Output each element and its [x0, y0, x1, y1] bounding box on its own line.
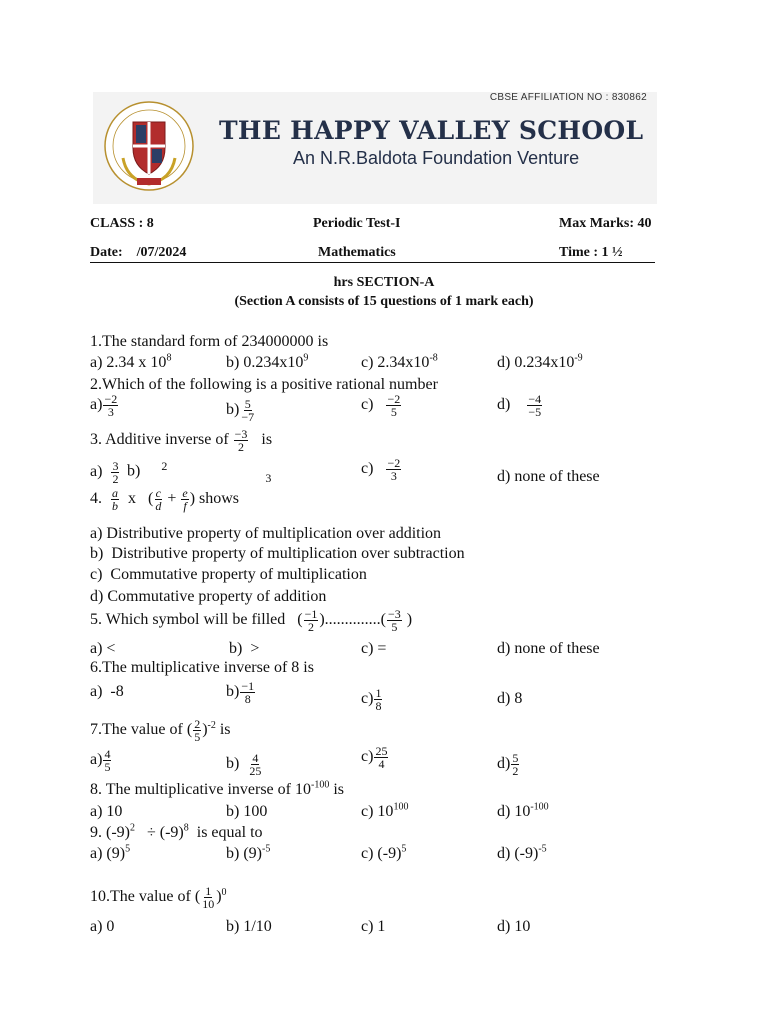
q5-option-c: c) =: [361, 640, 387, 657]
affiliation-number: CBSE AFFILIATION NO : 830862: [489, 92, 647, 103]
q1-option-c: c) $2.34x10^{-8}$: [361, 352, 438, 371]
q10-stem: 10.The value of ( $\frac{1}{10}$ )$^0$: [90, 884, 227, 911]
school-name: THE HAPPY VALLEY SCHOOL: [219, 116, 644, 145]
q10-option-d: d) 10: [497, 918, 531, 935]
q9-option-b: b) $(9)^{-5}$: [226, 843, 271, 862]
q3-option-c: c) $\frac{-2}{3}$: [361, 456, 401, 483]
q2-option-d: d) $\frac{-4}{-5}$: [497, 392, 542, 419]
q2-option-c: c) $\frac{-2}{5}$: [361, 392, 401, 419]
q9-stem: 9. $(-9)^2$ ÷ $(-9)^8$ is equal to: [90, 822, 263, 841]
school-crest-logo: [97, 98, 205, 198]
q5-stem: 5. Which symbol will be filled ( $\frac{-1}{2}$ )..............( $\frac{-3}{5}$ ): [90, 607, 413, 634]
q7-option-b: b) $\frac{4}{25}$: [226, 751, 262, 778]
q4-option-a: a) Distributive property of multiplication over addition: [90, 525, 442, 542]
q5-option-b: b) >: [229, 640, 260, 657]
test-name: Periodic Test-I: [313, 216, 401, 231]
q10-option-b: b) 1/10: [226, 918, 272, 935]
q7-option-a: a) $\frac{4}{5}$: [90, 747, 111, 774]
q3-option-d: d) none of these: [497, 468, 600, 485]
q6-option-b: b) $\frac{-1}{8}$: [226, 679, 255, 706]
q4-option-c: c) Commutative property of multiplication: [90, 566, 367, 583]
q1-option-d: d) $0.234x10^{-9}$: [497, 352, 583, 371]
q2-option-b: b) $\frac{5}{-7}$: [226, 397, 255, 424]
section-title: hrs SECTION-A: [333, 275, 435, 290]
header-rule: [90, 262, 655, 263]
q5-option-a: a) <: [90, 640, 116, 657]
q5-option-d: d) none of these: [497, 640, 600, 657]
q4-option-d: d) Commutative property of addition: [90, 588, 327, 605]
q1-option-a: a) 2.34 x $10^8$: [90, 352, 172, 371]
q2-option-a: a) $\frac{-2}{3}$: [90, 392, 118, 419]
q1-option-b: b) $0.234x10^9$: [226, 352, 309, 371]
q3-option-a: a) $\frac{3}{2}$: [90, 459, 119, 486]
q8-stem: 8. The multiplicative inverse of $10^{-100}$ is: [90, 779, 344, 798]
exam-time: Time : 1 ½: [559, 245, 623, 260]
q4-option-b: b) Distributive property of multiplication over subtraction: [90, 545, 465, 562]
q3-stem: 3. Additive inverse of $\frac{-3}{2}$ is: [90, 427, 273, 454]
max-marks: Max Marks: 40: [559, 216, 652, 231]
q6-option-a: a) -8: [90, 683, 124, 700]
q9-option-c: c) $(-9)^5$: [361, 843, 407, 862]
q6-stem: 6.The multiplicative inverse of 8 is: [90, 659, 314, 676]
q7-stem: 7.The value of ( $\frac{2}{5}$ )$^{-2}$ is: [90, 717, 231, 744]
q1-stem: 1.The standard form of 234000000 is: [90, 333, 329, 350]
q8-option-a: a) 10: [90, 803, 123, 820]
q9-option-a: a) $(9)^5$: [90, 843, 131, 862]
q4-stem: 4. $\frac{a}{b}$ x ( $\frac{c}{d}$ + $\frac{e}{f}$ ) shows: [90, 486, 240, 513]
q9-option-d: d) $(-9)^{-5}$: [497, 843, 547, 862]
q7-option-d: d) $\frac{5}{2}$: [497, 751, 519, 778]
q8-option-b: b) 100: [226, 803, 268, 820]
section-subtitle: (Section A consists of 15 questions of 1 mark each): [234, 294, 534, 309]
subject: Mathematics: [318, 245, 396, 260]
q8-option-c: c) $10^{100}$: [361, 801, 409, 820]
school-tagline: An N.R.Baldota Foundation Venture: [293, 148, 580, 168]
q7-option-c: c) $\frac{25}{4}$: [361, 744, 388, 771]
school-banner: [93, 92, 657, 204]
q10-option-c: c) 1: [361, 918, 386, 935]
class-label: CLASS : 8: [90, 216, 154, 231]
q2-stem: 2.Which of the following is a positive rational number: [90, 376, 438, 393]
q8-option-d: d) $10^{-100}$: [497, 801, 549, 820]
q3-option-b: b) 2 3: [127, 459, 272, 485]
q6-option-d: d) 8: [497, 690, 523, 707]
q6-option-c: c) $\frac{1}{8}$: [361, 686, 382, 713]
exam-date: Date: /07/2024: [90, 245, 187, 260]
q10-option-a: a) 0: [90, 918, 115, 935]
